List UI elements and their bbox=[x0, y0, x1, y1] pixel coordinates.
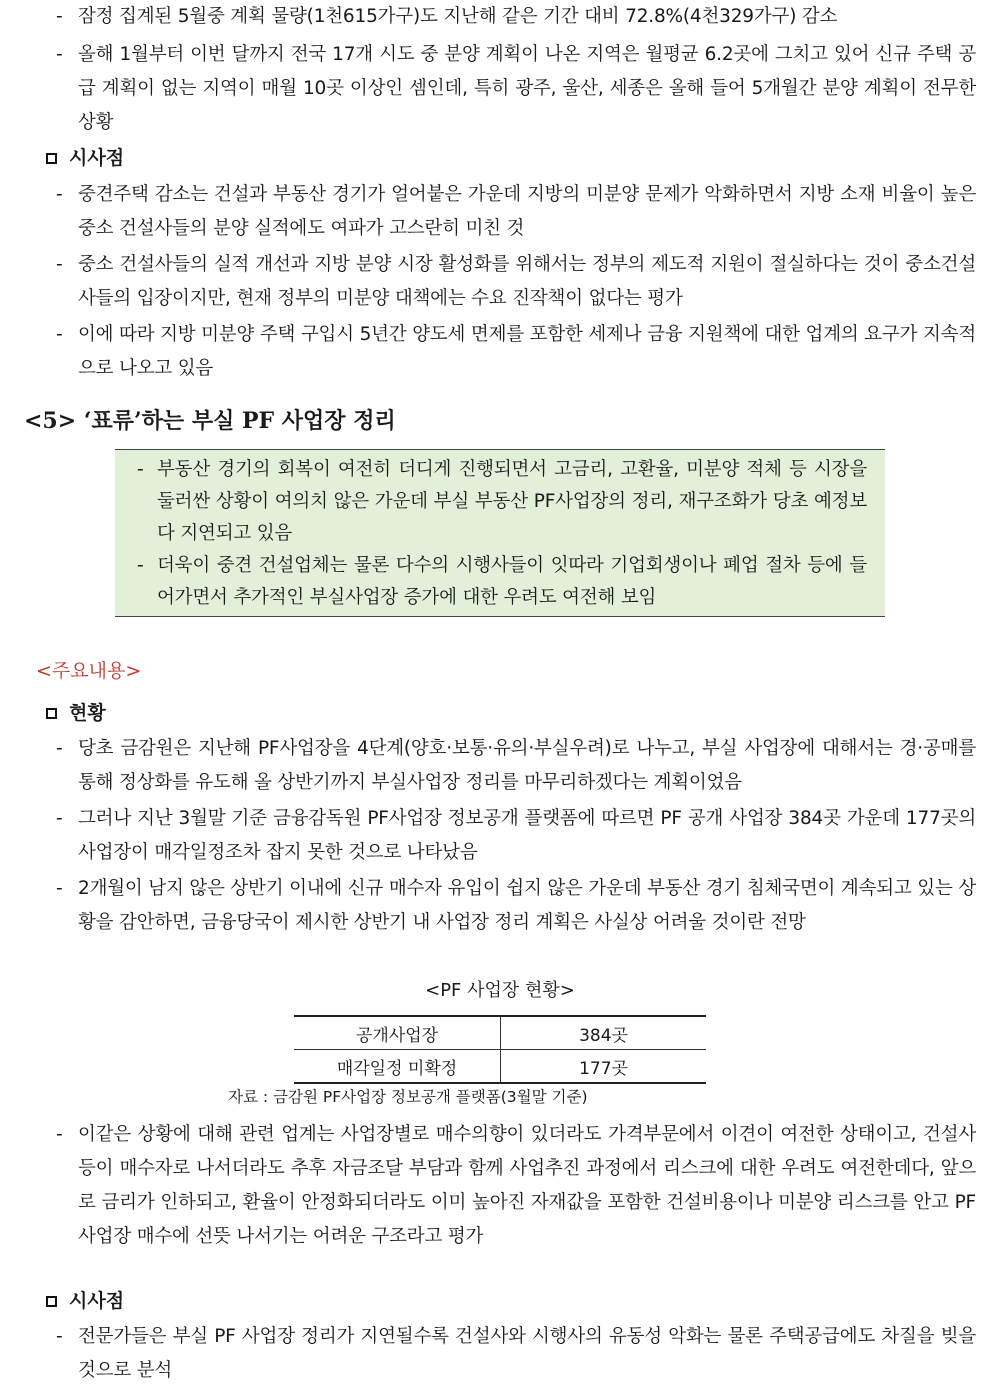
square-bullet-icon bbox=[46, 1296, 57, 1307]
status-bullet-3: - 2개월이 남지 않은 상반기 이내에 신규 매수자 유입이 쉽지 않은 가운데 부동산 경기 침체국면이 계속되고 있는 상황을 감안하면, 금융당국이 제시한 상반기 내 사업장 정리 계획은 사실상 어려울 것이란 전망 bbox=[56, 872, 976, 940]
bullet-dash: - bbox=[137, 555, 144, 576]
table-cell-label: 공개사업장 bbox=[294, 1016, 501, 1050]
table-cell-value: 384곳 bbox=[501, 1016, 707, 1050]
bullet-dash: - bbox=[56, 254, 63, 275]
implications-bullet-2: - 중소 건설사들의 실적 개선과 지방 분양 시장 활성화를 위해서는 정부의 제도적 지원이 절실하다는 것이 중소건설사들의 입장이지만, 현재 정부의 미분양 대책에는 수요 진작책이 없다는 평가 bbox=[56, 248, 976, 316]
main-content-label: <주요내용> bbox=[36, 660, 142, 682]
bullet-dash: - bbox=[56, 738, 63, 759]
implications-heading: 시사점 bbox=[46, 143, 124, 173]
implications-heading-2: 시사점 bbox=[46, 1286, 124, 1316]
implications2-bullet-1: - 전문가들은 부실 PF 사업장 정리가 지연될수록 건설사와 시행사의 유동성 악화는 물론 주택공급에도 차질을 빚을 것으로 분석 bbox=[56, 1320, 976, 1388]
summary-box bbox=[115, 449, 885, 617]
implications-bullet-1: - 중견주택 감소는 건설과 부동산 경기가 얼어붙은 가운데 지방의 미분양 문제가 악화하면서 지방 소재 비율이 높은 중소 건설사들의 분양 실적에도 여파가 고스란히 미친 것 bbox=[56, 178, 976, 246]
table-row bbox=[294, 1016, 706, 1050]
pf-status-table bbox=[294, 1015, 706, 1084]
summary-bullet-2: - 더욱이 중견 건설업체는 물론 다수의 시행사들이 잇따라 기업회생이나 폐업 절차 등에 들어가면서 추가적인 부실사업장 증가에 대한 우려도 여전해 보임 bbox=[137, 550, 867, 614]
table-caption: <PF 사업장 현황> bbox=[425, 980, 575, 1001]
section-title: <5> ‘표류’하는 부실 PF 사업장 정리 bbox=[24, 408, 396, 434]
intro-bullet-1: - 잠정 집계된 5월중 계획 물량(1천615가구)도 지난해 같은 기간 대비 72.8%(4천329가구) 감소 bbox=[56, 0, 976, 34]
bullet-dash: - bbox=[56, 324, 63, 345]
implications-bullet-3: - 이에 따라 지방 미분양 주택 구입시 5년간 양도세 면제를 포함한 세제나 금융 지원책에 대한 업계의 요구가 지속적으로 나오고 있음 bbox=[56, 318, 976, 386]
table-cell-value: 177곳 bbox=[501, 1050, 707, 1084]
bullet-dash: - bbox=[56, 184, 63, 205]
status-bullet-1: - 당초 금감원은 지난해 PF사업장을 4단계(양호·보통·유의·부실우려)로 나누고, 부실 사업장에 대해서는 경·공매를 통해 정상화를 유도해 올 상반기까지 부실사업장 정리를 마무리하겠다는 계획이었음 bbox=[56, 732, 976, 800]
intro-bullet-2: - 올해 1월부터 이번 달까지 전국 17개 시도 중 분양 계획이 나온 지역은 월평균 6.2곳에 그치고 있어 신규 주택 공급 계획이 없는 지역이 매월 10곳 이상인 셈인데, 특히 광주, 울산, 세종은 올해 들어 5개월간 분양 계획이 전무한 상황 bbox=[56, 38, 976, 140]
bullet-dash: - bbox=[56, 1326, 63, 1347]
bullet-dash: - bbox=[56, 1124, 63, 1145]
bullet-dash: - bbox=[56, 44, 63, 65]
bullet-dash: - bbox=[56, 878, 63, 899]
bullet-dash: - bbox=[56, 808, 63, 829]
square-bullet-icon bbox=[46, 153, 57, 164]
table-cell-label: 매각일정 미확정 bbox=[294, 1050, 501, 1084]
bullet-dash: - bbox=[137, 459, 144, 480]
table-source: 자료 : 금감원 PF사업장 정보공개 플랫폼(3월말 기준) bbox=[228, 1088, 588, 1106]
table-row bbox=[294, 1050, 706, 1084]
status-heading: 현황 bbox=[46, 698, 106, 728]
square-bullet-icon bbox=[46, 708, 57, 719]
industry-view-bullet: - 이같은 상황에 대해 관련 업계는 사업장별로 매수의향이 있더라도 가격부문에서 이견이 여전한 상태이고, 건설사 등이 매수자로 나서더라도 추후 자금조달 부담과 함께 사업추진 과정에서 리스크에 대한 우려도 여전한데다, 앞으로 금리가 인하되고, 환율이 안정화되더라도 이미 높아진 자재값을 포함한 건설비용이나 미분양 리스크를 안고 PF 사업장 매수에 선뜻 나서기는 어려운 구조라고 평가 bbox=[56, 1118, 976, 1254]
status-bullet-2: - 그러나 지난 3월말 기준 금융감독원 PF사업장 정보공개 플랫폼에 따르면 PF 공개 사업장 384곳 가운데 177곳의 사업장이 매각일정조차 잡지 못한 것으로 나타났음 bbox=[56, 802, 976, 870]
summary-bullet-1: - 부동산 경기의 회복이 여전히 더디게 진행되면서 고금리, 고환율, 미분양 적체 등 시장을 둘러싼 상황이 여의치 않은 가운데 부실 부동산 PF사업장의 정리, 재구조화가 당초 예정보다 지연되고 있음 bbox=[137, 454, 867, 550]
bullet-dash: - bbox=[56, 6, 63, 27]
